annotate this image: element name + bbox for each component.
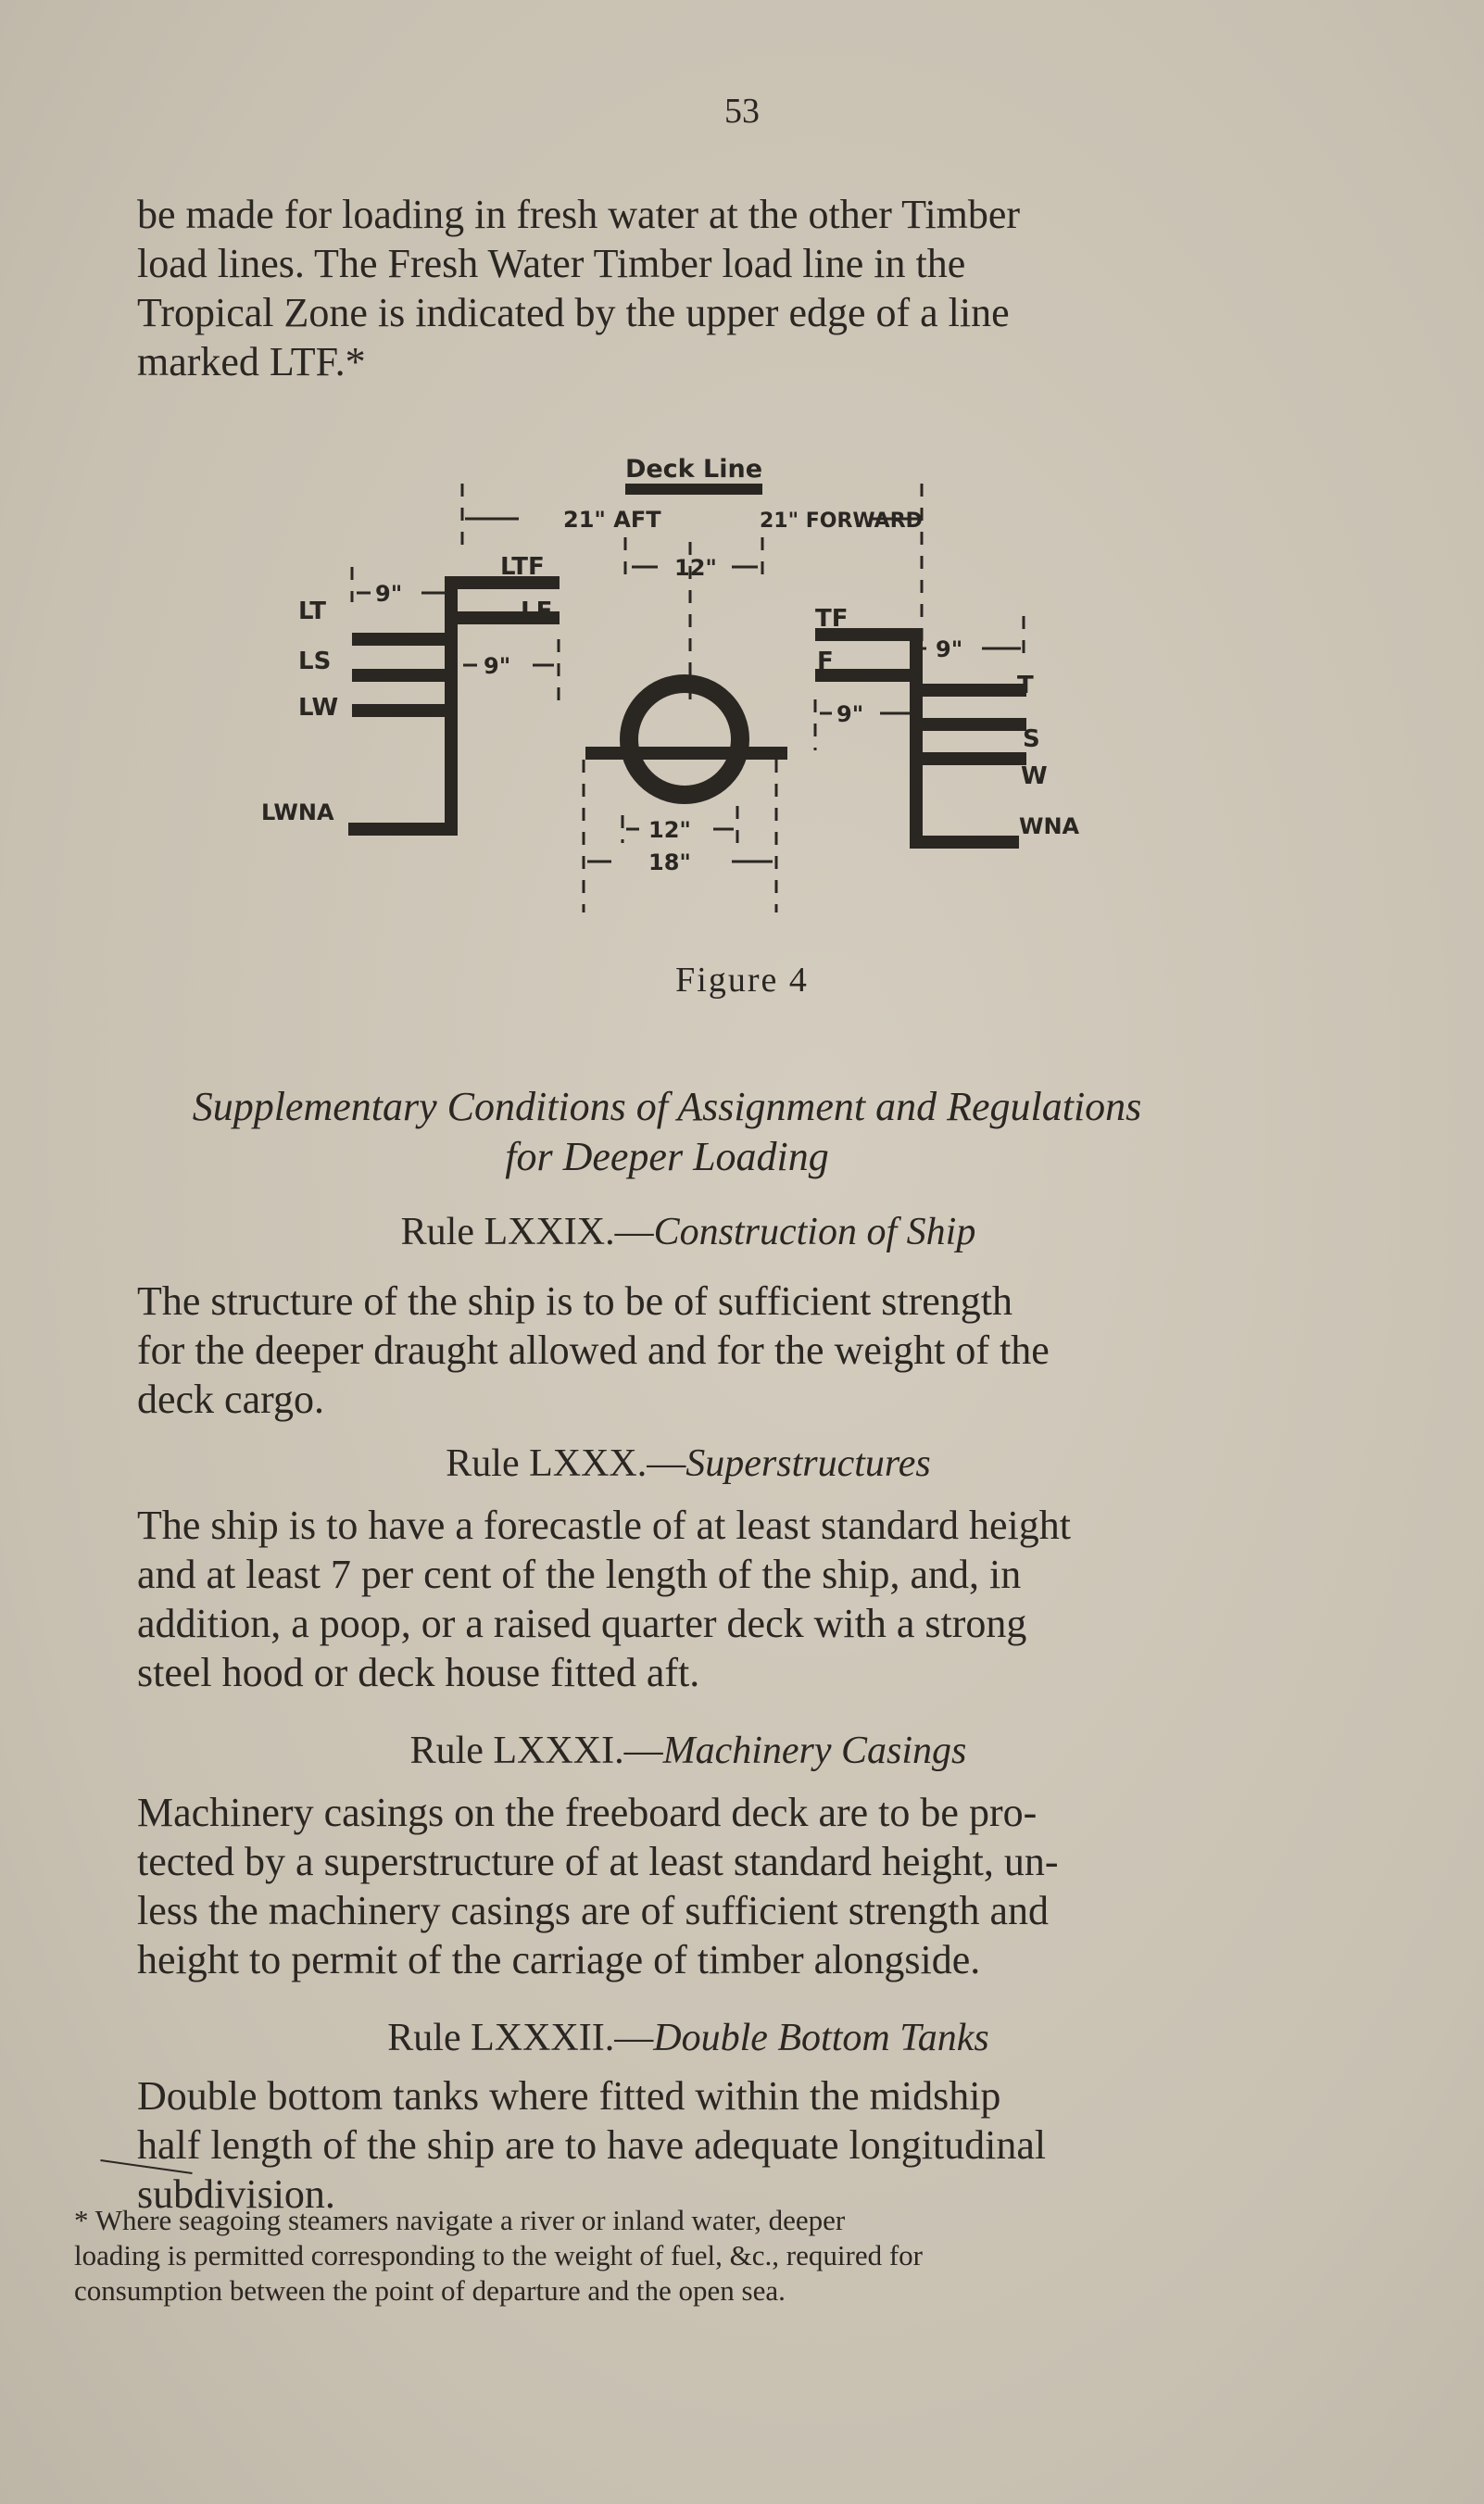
section-title <box>120 1082 1214 1182</box>
nine-tf-label: 9" <box>936 636 963 662</box>
rule-title: Double Bottom Tanks <box>653 2017 989 2059</box>
text-line: The structure of the ship is to be of sufficient strength <box>137 1278 1012 1324</box>
nine-lf-label: 9" <box>484 653 511 679</box>
text-line: tected by a superstructure of at least standard height, un- <box>137 1839 1059 1884</box>
nine-f-label: 9" <box>836 701 864 727</box>
rule-title: Superstructures <box>685 1442 931 1485</box>
rule-number: Rule LXXX. <box>446 1442 648 1485</box>
section-title-line: Supplementary Conditions of Assignment and Regulations <box>192 1084 1142 1129</box>
nine-ltf-label: 9" <box>375 581 403 607</box>
deck-line-label: Deck Line <box>624 455 763 484</box>
s-label: S <box>1023 725 1040 753</box>
rule-body <box>137 1277 1239 1424</box>
footnote-line: loading is permitted corresponding to the weight of fuel, &c., required for <box>74 2239 923 2271</box>
text-line: deck cargo. <box>137 1377 324 1422</box>
twelve-top-label: 12" <box>674 555 717 581</box>
text-line: half length of the ship are to have adequate longitudinal <box>137 2122 1047 2168</box>
lw-label: LW <box>298 694 339 722</box>
forward-label: 21" FORWARD <box>760 510 923 533</box>
text-line: Machinery casings on the freeboard deck are to be pro- <box>137 1790 1038 1835</box>
rule-heading: Rule LXXXII.—Double Bottom Tanks <box>387 2017 989 2059</box>
wna-label: WNA <box>1019 813 1080 839</box>
w-label: W <box>1021 762 1048 790</box>
rule-number: Rule LXXIX. <box>400 1211 615 1253</box>
tf-label: TF <box>815 605 849 633</box>
section-title-line: for Deeper Loading <box>505 1134 829 1179</box>
lwna-label: LWNA <box>261 799 334 825</box>
rule-heading: Rule LXXXI.—Machinery Casings <box>409 1730 967 1772</box>
page-number: 53 <box>724 92 760 131</box>
rule-heading: Rule LXXIX.—Construction of Ship <box>400 1211 976 1253</box>
text-line: height to permit of the carriage of timber alongside. <box>137 1937 981 1982</box>
rule-body <box>137 1501 1239 1697</box>
text-line: addition, a poop, or a raised quarter deck with a strong <box>137 1601 1027 1646</box>
footnote <box>74 2203 1158 2309</box>
rule-number: Rule LXXXI. <box>409 1730 624 1772</box>
f-label: F <box>817 648 834 675</box>
text-line: be made for loading in fresh water at the other Timber <box>137 192 1021 237</box>
load-line-disc <box>585 684 787 795</box>
text-line: marked LTF.* <box>137 339 366 384</box>
rule-body <box>137 2071 1239 2219</box>
rule-title: Machinery Casings <box>662 1730 967 1772</box>
rule-title: Construction of Ship <box>653 1211 976 1253</box>
ls-label: LS <box>298 648 332 675</box>
text-line: and at least 7 per cent of the length of the ship, and, in <box>137 1552 1022 1597</box>
footnote-line: * Where seagoing steamers navigate a river or inland water, deeper <box>74 2204 846 2236</box>
text-line: Tropical Zone is indicated by the upper edge of a line <box>137 290 1010 335</box>
twelve-bottom-label: 12" <box>648 817 691 843</box>
ltf-label: LTF <box>500 553 545 581</box>
text-line: less the machinery casings are of sufficient strength and <box>137 1888 1049 1933</box>
text-line: Double bottom tanks where fitted within the midship <box>137 2073 1001 2119</box>
text-line: for the deeper draught allowed and for the weight of the <box>137 1327 1050 1373</box>
rule-body <box>137 1788 1239 1984</box>
load-line-figure <box>0 0 1484 936</box>
text-line: load lines. The Fresh Water Timber load line in the <box>137 241 966 286</box>
figure-caption: Figure 4 <box>675 961 809 1000</box>
text-line: steel hood or deck house fitted aft. <box>137 1650 700 1695</box>
right-load-line-mark <box>815 628 1026 849</box>
text-line: subdivision. <box>137 2171 335 2217</box>
rule-heading: Rule LXXX.—Superstructures <box>446 1442 931 1485</box>
t-label: T <box>1017 672 1034 699</box>
footnote-line: consumption between the point of departure and the open sea. <box>74 2274 786 2307</box>
aft-label: 21" AFT <box>563 507 661 533</box>
rule-number: Rule LXXXII. <box>387 2017 615 2059</box>
eighteen-label: 18" <box>648 849 691 875</box>
lt-label: LT <box>298 598 326 625</box>
lf-label: LF <box>521 598 553 625</box>
deck-line-bar <box>625 484 762 495</box>
text-line: The ship is to have a forecastle of at least standard height <box>137 1503 1071 1548</box>
